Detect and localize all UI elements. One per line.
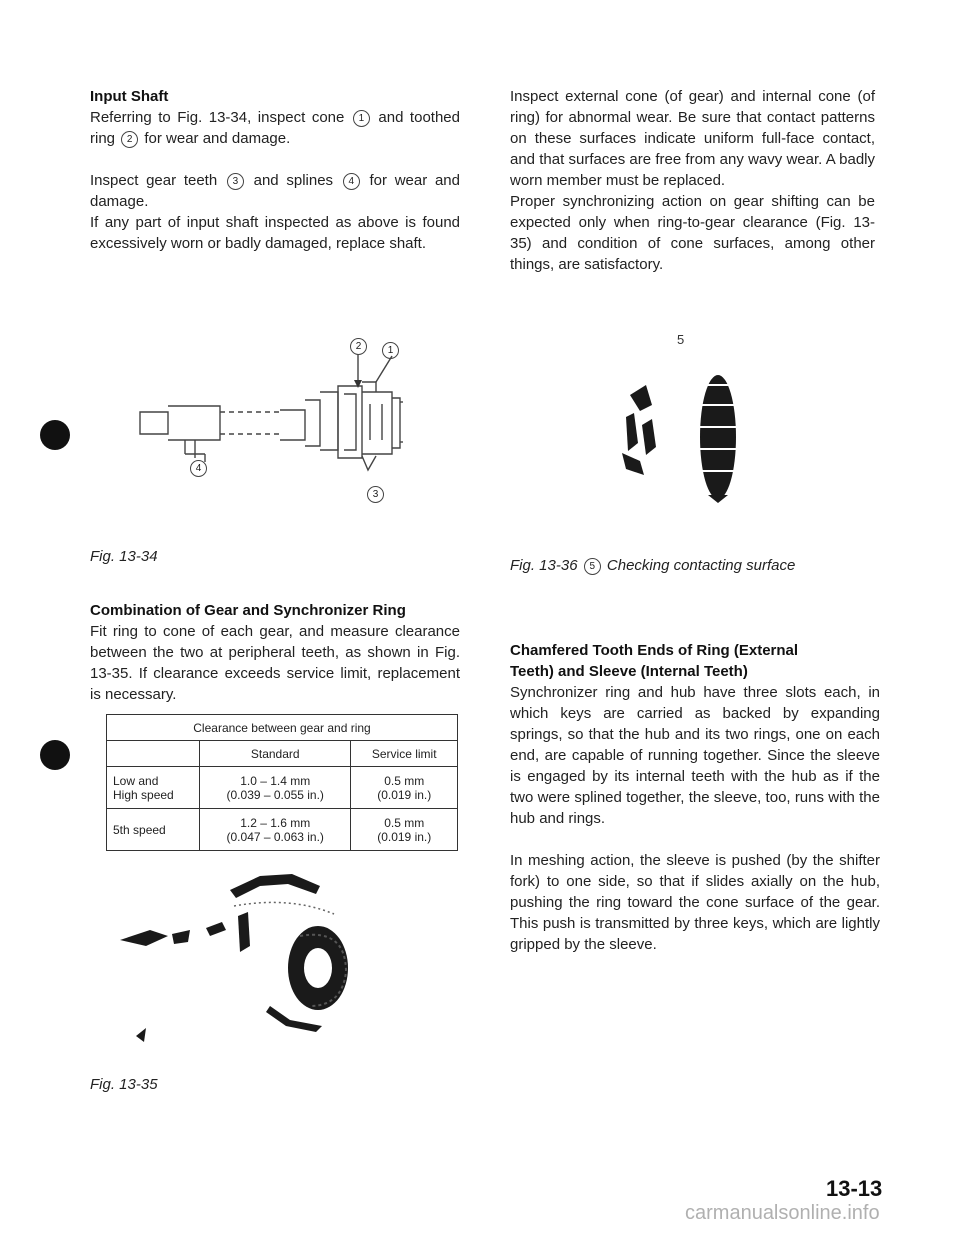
watermark: carmanualsonline.info bbox=[685, 1202, 880, 1224]
binder-hole-top bbox=[40, 420, 70, 450]
clearance-table bbox=[106, 714, 458, 851]
input-shaft-paragraph-3: If any part of input shaft inspected as above is found excessively worn or badly damaged, replace shaft. bbox=[90, 214, 460, 252]
contacting-surface-photo bbox=[600, 355, 780, 505]
fig34-callout-3: 3 bbox=[367, 486, 384, 503]
callout-4: 4 bbox=[343, 173, 360, 190]
callout-1: 1 bbox=[353, 110, 370, 127]
callout-3: 3 bbox=[227, 173, 244, 190]
callout-2: 2 bbox=[121, 131, 138, 148]
fig36-callout: 5 bbox=[677, 332, 685, 347]
fig34-caption: Fig. 13-34 bbox=[90, 548, 158, 565]
table-header-service-limit: Service limit bbox=[351, 741, 458, 767]
input-shaft-paragraph-1: Referring to Fig. 13-34, inspect cone 1 and toothed ring 2 for wear and damage. bbox=[90, 109, 460, 147]
binder-hole-bottom bbox=[40, 740, 70, 770]
chamfered-paragraph-1: Synchronizer ring and hub have three slots each, in which keys are carried as backed by expanding springs, so that the hub and its two rings, one on each end, are capable of running together. Since the sleeve is engaged by its internal teeth with the hub as if the two were splined together, the sleeve, too, runs with the hub and rings. bbox=[510, 684, 880, 827]
input-shaft-heading: Input Shaft bbox=[90, 88, 169, 105]
table-row: 5th speed 1.2 – 1.6 mm (0.047 – 0.063 in.) 0.5 mm (0.019 in.) bbox=[107, 809, 458, 851]
input-shaft-paragraph-2: Inspect gear teeth 3 and splines 4 for wear and damage. bbox=[90, 172, 460, 210]
fig36-caption: Fig. 13-36 5 Checking contacting surface bbox=[510, 557, 796, 574]
input-shaft-section bbox=[90, 86, 460, 254]
fig36-caption-callout: 5 bbox=[584, 558, 601, 575]
table-header-blank bbox=[107, 741, 200, 767]
cone-inspection-paragraph-2: Proper synchronizing action on gear shifting can be expected only when ring-to-gear clearance (Fig. 13-35) and condition of cone surfaces, among other things, are satisfactory. bbox=[510, 193, 875, 273]
cone-inspection-section bbox=[510, 86, 875, 275]
cone-inspection-paragraph-1: Inspect external cone (of gear) and internal cone (of ring) for abnormal wear. Be sure that contact patterns on these surfaces indicate uniform full-face contact, and that surfaces are free from any wavy wear. A badly worn member must be replaced. bbox=[510, 88, 875, 189]
table-header-standard: Standard bbox=[200, 741, 351, 767]
table-row: Low and High speed 1.0 – 1.4 mm (0.039 – 0.055 in.) 0.5 mm (0.019 in.) bbox=[107, 767, 458, 809]
fig34-callout-1: 1 bbox=[382, 342, 399, 359]
page-number: 13-13 bbox=[826, 1176, 883, 1201]
chamfered-heading-line-1: Chamfered Tooth Ends of Ring (External bbox=[510, 642, 799, 659]
chamfered-heading-line-2: Teeth) and Sleeve (Internal Teeth) bbox=[510, 663, 748, 680]
fig34-callout-2: 2 bbox=[350, 338, 367, 355]
fig34-callout-4: 4 bbox=[190, 460, 207, 477]
combination-body: Fit ring to cone of each gear, and measure clearance between the two at peripheral teeth, as shown in Fig. 13-35. If clearance exceeds service limit, replacement is necessary. bbox=[90, 623, 460, 703]
combination-section bbox=[90, 600, 460, 705]
chamfered-paragraph-2: In meshing action, the sleeve is pushed (by the shifter fork) to one side, so that if slides axially on the hub, pushing the ring toward the cone surface of the gear. This push is transmitted by three keys, which are lightly gripped by the sleeve. bbox=[510, 852, 880, 953]
gear-and-ring-photo bbox=[110, 856, 410, 1046]
combination-heading: Combination of Gear and Synchronizer Ring bbox=[90, 602, 406, 619]
table-title: Clearance between gear and ring bbox=[107, 715, 458, 741]
fig35-caption: Fig. 13-35 bbox=[90, 1076, 158, 1093]
chamfered-section bbox=[510, 640, 880, 955]
